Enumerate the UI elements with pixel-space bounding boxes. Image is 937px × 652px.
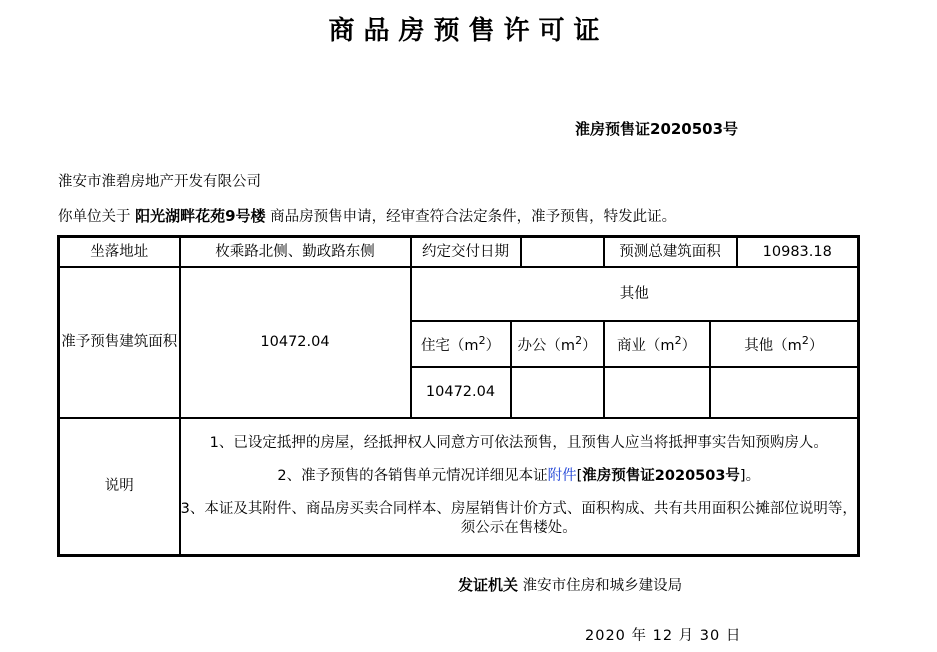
- intro-suffix: 商品房预售申请，经审查符合法定条件，准予预售，特发此证。: [270, 209, 677, 225]
- residential-value: 10472.04: [411, 367, 511, 418]
- intro-prefix: 你单位关于: [58, 209, 131, 225]
- presale-area-label: 准予预售建筑面积: [59, 267, 180, 418]
- delivery-date-label: 约定交付日期: [411, 237, 521, 267]
- permit-number: 淮房预售证2020503号: [575, 120, 739, 138]
- location-value: 枚乘路北侧、勤政路东侧: [180, 237, 411, 267]
- commercial-value: [604, 367, 710, 418]
- other-usage-label: 其他$(m^2)$: [710, 321, 859, 367]
- delivery-date-value: [521, 237, 604, 267]
- other-usage-value: [710, 367, 859, 418]
- attachment-reference: 淮房预售证2020503号: [582, 468, 740, 485]
- location-label: 坐落地址: [59, 237, 180, 267]
- location-row: [59, 237, 859, 267]
- issue-date: 2020 年 12 月 30 日: [585, 628, 742, 644]
- document-title: 商品房预售许可证: [328, 16, 609, 46]
- notes-row: [59, 418, 859, 556]
- company-name: 淮安市淮碧房地产开发有限公司: [58, 174, 261, 190]
- note-1: 1、已设定抵押的房屋，经抵押权人同意方可依法预售，且预售人应当将抵押事实告知预购房人。: [209, 435, 828, 452]
- note-3: 3、本证及其附件、商品房买卖合同样本、房屋销售计价方式、面积构成、共有共用面积公摊部位说明等，须公示在售楼处。: [180, 501, 857, 537]
- note-2: 2、准予预售的各销售单元情况详细见本证附件[淮房预售证2020503号]。: [277, 468, 761, 485]
- commercial-label: 商业$(m^2)$: [604, 321, 710, 367]
- office-label: 办公$(m^2)$: [511, 321, 604, 367]
- issuing-authority: [458, 574, 682, 595]
- project-name: 阳光湖畔花苑9号楼: [135, 207, 266, 225]
- notes-content: [180, 418, 859, 556]
- total-area-label: 预测总建筑面积: [604, 237, 737, 267]
- total-area-value: 10983.18: [737, 237, 859, 267]
- residential-label: 住宅$(m^2)$: [411, 321, 511, 367]
- breakdown-header: 其他: [411, 267, 859, 321]
- issuer-label: 发证机关: [458, 576, 519, 594]
- permit-table: [57, 235, 860, 557]
- issuer-value: 淮安市住房和城乡建设局: [522, 578, 683, 594]
- notes-label: 说明: [59, 418, 180, 556]
- office-value: [511, 367, 604, 418]
- presale-area-value: 10472.04: [180, 267, 411, 418]
- attachment-link[interactable]: 附件: [547, 468, 577, 485]
- intro-statement: [58, 205, 676, 226]
- breakdown-header-row: [59, 267, 859, 321]
